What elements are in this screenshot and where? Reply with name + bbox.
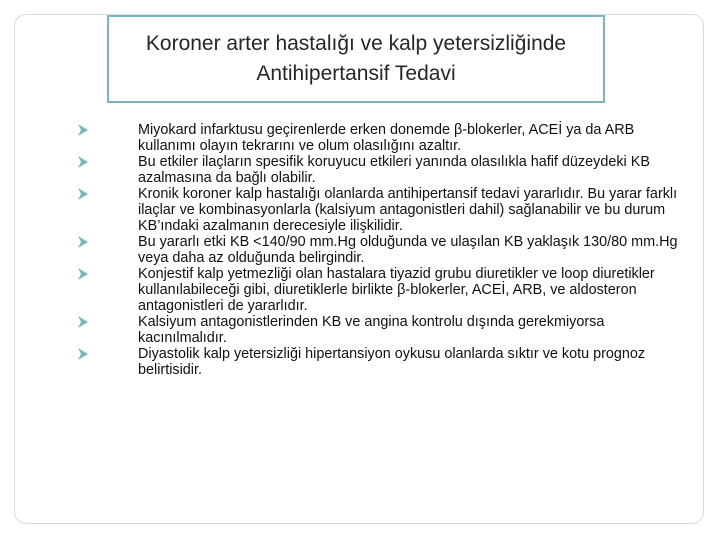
slide-title-line-2: Antihipertansif Tedavi <box>256 62 456 85</box>
arrowhead-bullet-icon <box>78 314 92 330</box>
bullet-item <box>78 314 683 346</box>
bullet-list <box>78 122 683 378</box>
bullet-item <box>78 122 683 154</box>
bullet-text: Bu yararlı etki KB <140/90 mm.Hg olduğunda ve ulaşılan KB yaklaşık 130/80 mm.Hg veya daha az olduğunda belirgindir. <box>138 234 678 266</box>
bullet-text: Konjestif kalp yetmezliği olan hastalara tiyazid grubu diuretikler ve loop diuretikler kullanılabileceği gibi, diuretiklerle birlikte β-blokerler, ACEİ, ARB, ve aldosteron antagonistleri de yararlıdır. <box>138 266 655 314</box>
bullet-text: Kalsiyum antagonistlerinden KB ve angina kontrolu dışında gerekmiyorsa kacınılmalıdır. <box>138 314 605 346</box>
bullet-text: Kronik koroner kalp hastalığı olanlarda antihipertansif tedavi yararlıdır. Bu yarar farklı ilaçlar ve kombinasyonlarla (kalsiyum antagonistleri dahil) sağlanabilir ve bu durum KB’ındaki azalmanın derecesiyle ilişkilidir. <box>138 186 678 234</box>
slide-title-box <box>107 15 605 103</box>
arrowhead-bullet-icon <box>78 186 92 202</box>
arrowhead-bullet-icon <box>78 234 92 250</box>
arrowhead-bullet-icon <box>78 154 92 170</box>
arrowhead-bullet-icon <box>78 346 92 362</box>
bullet-item <box>78 186 683 234</box>
arrowhead-bullet-icon <box>78 122 92 138</box>
bullet-text: Miyokard infarktusu geçirenlerde erken donemde β-blokerler, ACEİ ya da ARB kullanımı olayın tekrarını ve olum olasılığını azaltır. <box>138 122 635 154</box>
arrowhead-bullet-icon <box>78 266 92 282</box>
bullet-item <box>78 234 683 266</box>
bullet-text: Diyastolik kalp yetersizliği hipertansiyon oykusu olanlarda sıktır ve kotu prognoz belirtisidir. <box>138 346 646 378</box>
bullet-item <box>78 266 683 314</box>
bullet-item <box>78 154 683 186</box>
bullet-text: Bu etkiler ilaçların spesifik koruyucu etkileri yanında olasılıkla hafif düzeydeki KB azalmasına da bağlı olabilir. <box>138 154 650 186</box>
bullet-item <box>78 346 683 378</box>
slide-title-line-1: Koroner arter hastalığı ve kalp yetersizliğinde <box>145 32 567 55</box>
